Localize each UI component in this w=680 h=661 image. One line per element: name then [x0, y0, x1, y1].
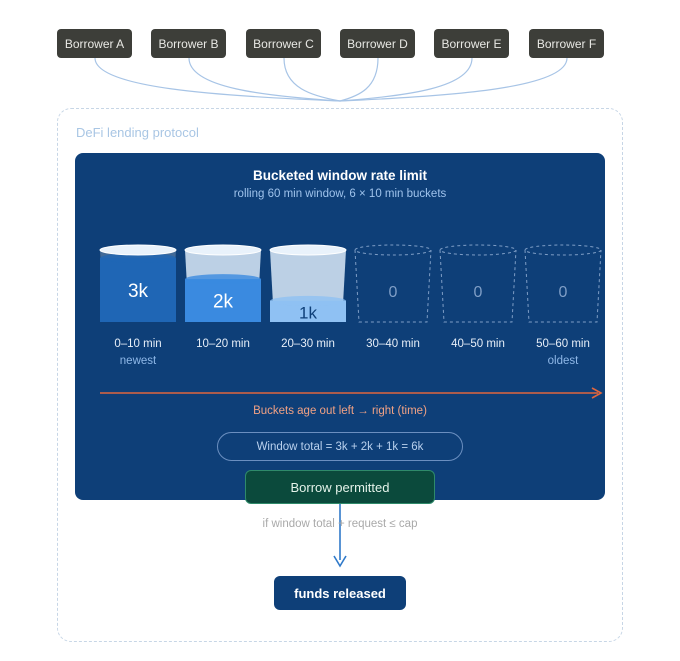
bucket-value-label: 1k [299, 303, 317, 323]
bucket-note-newest: newest [119, 355, 157, 367]
bucket-range-label: 30–40 min [366, 338, 420, 350]
bucket-value-label: 2k [212, 291, 234, 313]
permit-condition-label: if window total + request ≤ cap [262, 518, 418, 530]
bucket-range-label: 10–20 min [196, 338, 250, 350]
bucket-rim [185, 245, 261, 255]
window-total-pill: Window total = 3k + 2k + 1k = 6k [217, 432, 463, 461]
bucket-rim [440, 245, 516, 255]
protocol-label: DeFi lending protocol [76, 125, 199, 140]
bucket-empty [440, 245, 516, 322]
borrower-b-node: Borrower B [151, 29, 226, 58]
funds-released-node: funds released [274, 576, 406, 610]
borrower-f-node: Borrower F [529, 29, 604, 58]
borrower-c-node: Borrower C [246, 29, 321, 58]
bucket-value-label: 0 [558, 284, 568, 301]
borrower-a-node: Borrower A [57, 29, 132, 58]
bucket-range-label: 50–60 min [536, 338, 590, 350]
bucket-rim [270, 245, 346, 255]
bucket-empty [525, 245, 601, 322]
bucket-value-label: 0 [388, 284, 398, 301]
bucket-rim [100, 245, 176, 255]
bucket-empty [355, 245, 431, 322]
bucket-note-oldest: oldest [547, 355, 579, 367]
borrower-d-node: Borrower D [340, 29, 415, 58]
bucket-filled [270, 245, 346, 322]
bucket-range-label: 20–30 min [281, 338, 335, 350]
bucket-rim [355, 245, 431, 255]
bucket-filled [185, 245, 261, 322]
bucket-value-label: 0 [473, 284, 483, 301]
bucket-range-label: 0–10 min [114, 338, 162, 350]
bucket-range-label: 40–50 min [451, 338, 505, 350]
timeline-label: Buckets age out left → right (time) [253, 405, 427, 417]
bucket-value-label: 3k [127, 281, 149, 302]
bucket-rim [525, 245, 601, 255]
borrow-permitted-node: Borrow permitted [245, 470, 435, 504]
bucket-fill-surface [185, 274, 261, 284]
panel-title: Bucketed window rate limit [252, 168, 428, 183]
borrower-e-node: Borrower E [434, 29, 509, 58]
bucket-filled [100, 245, 176, 322]
panel-subtitle: rolling 60 min window, 6 × 10 min buckets [233, 188, 447, 200]
